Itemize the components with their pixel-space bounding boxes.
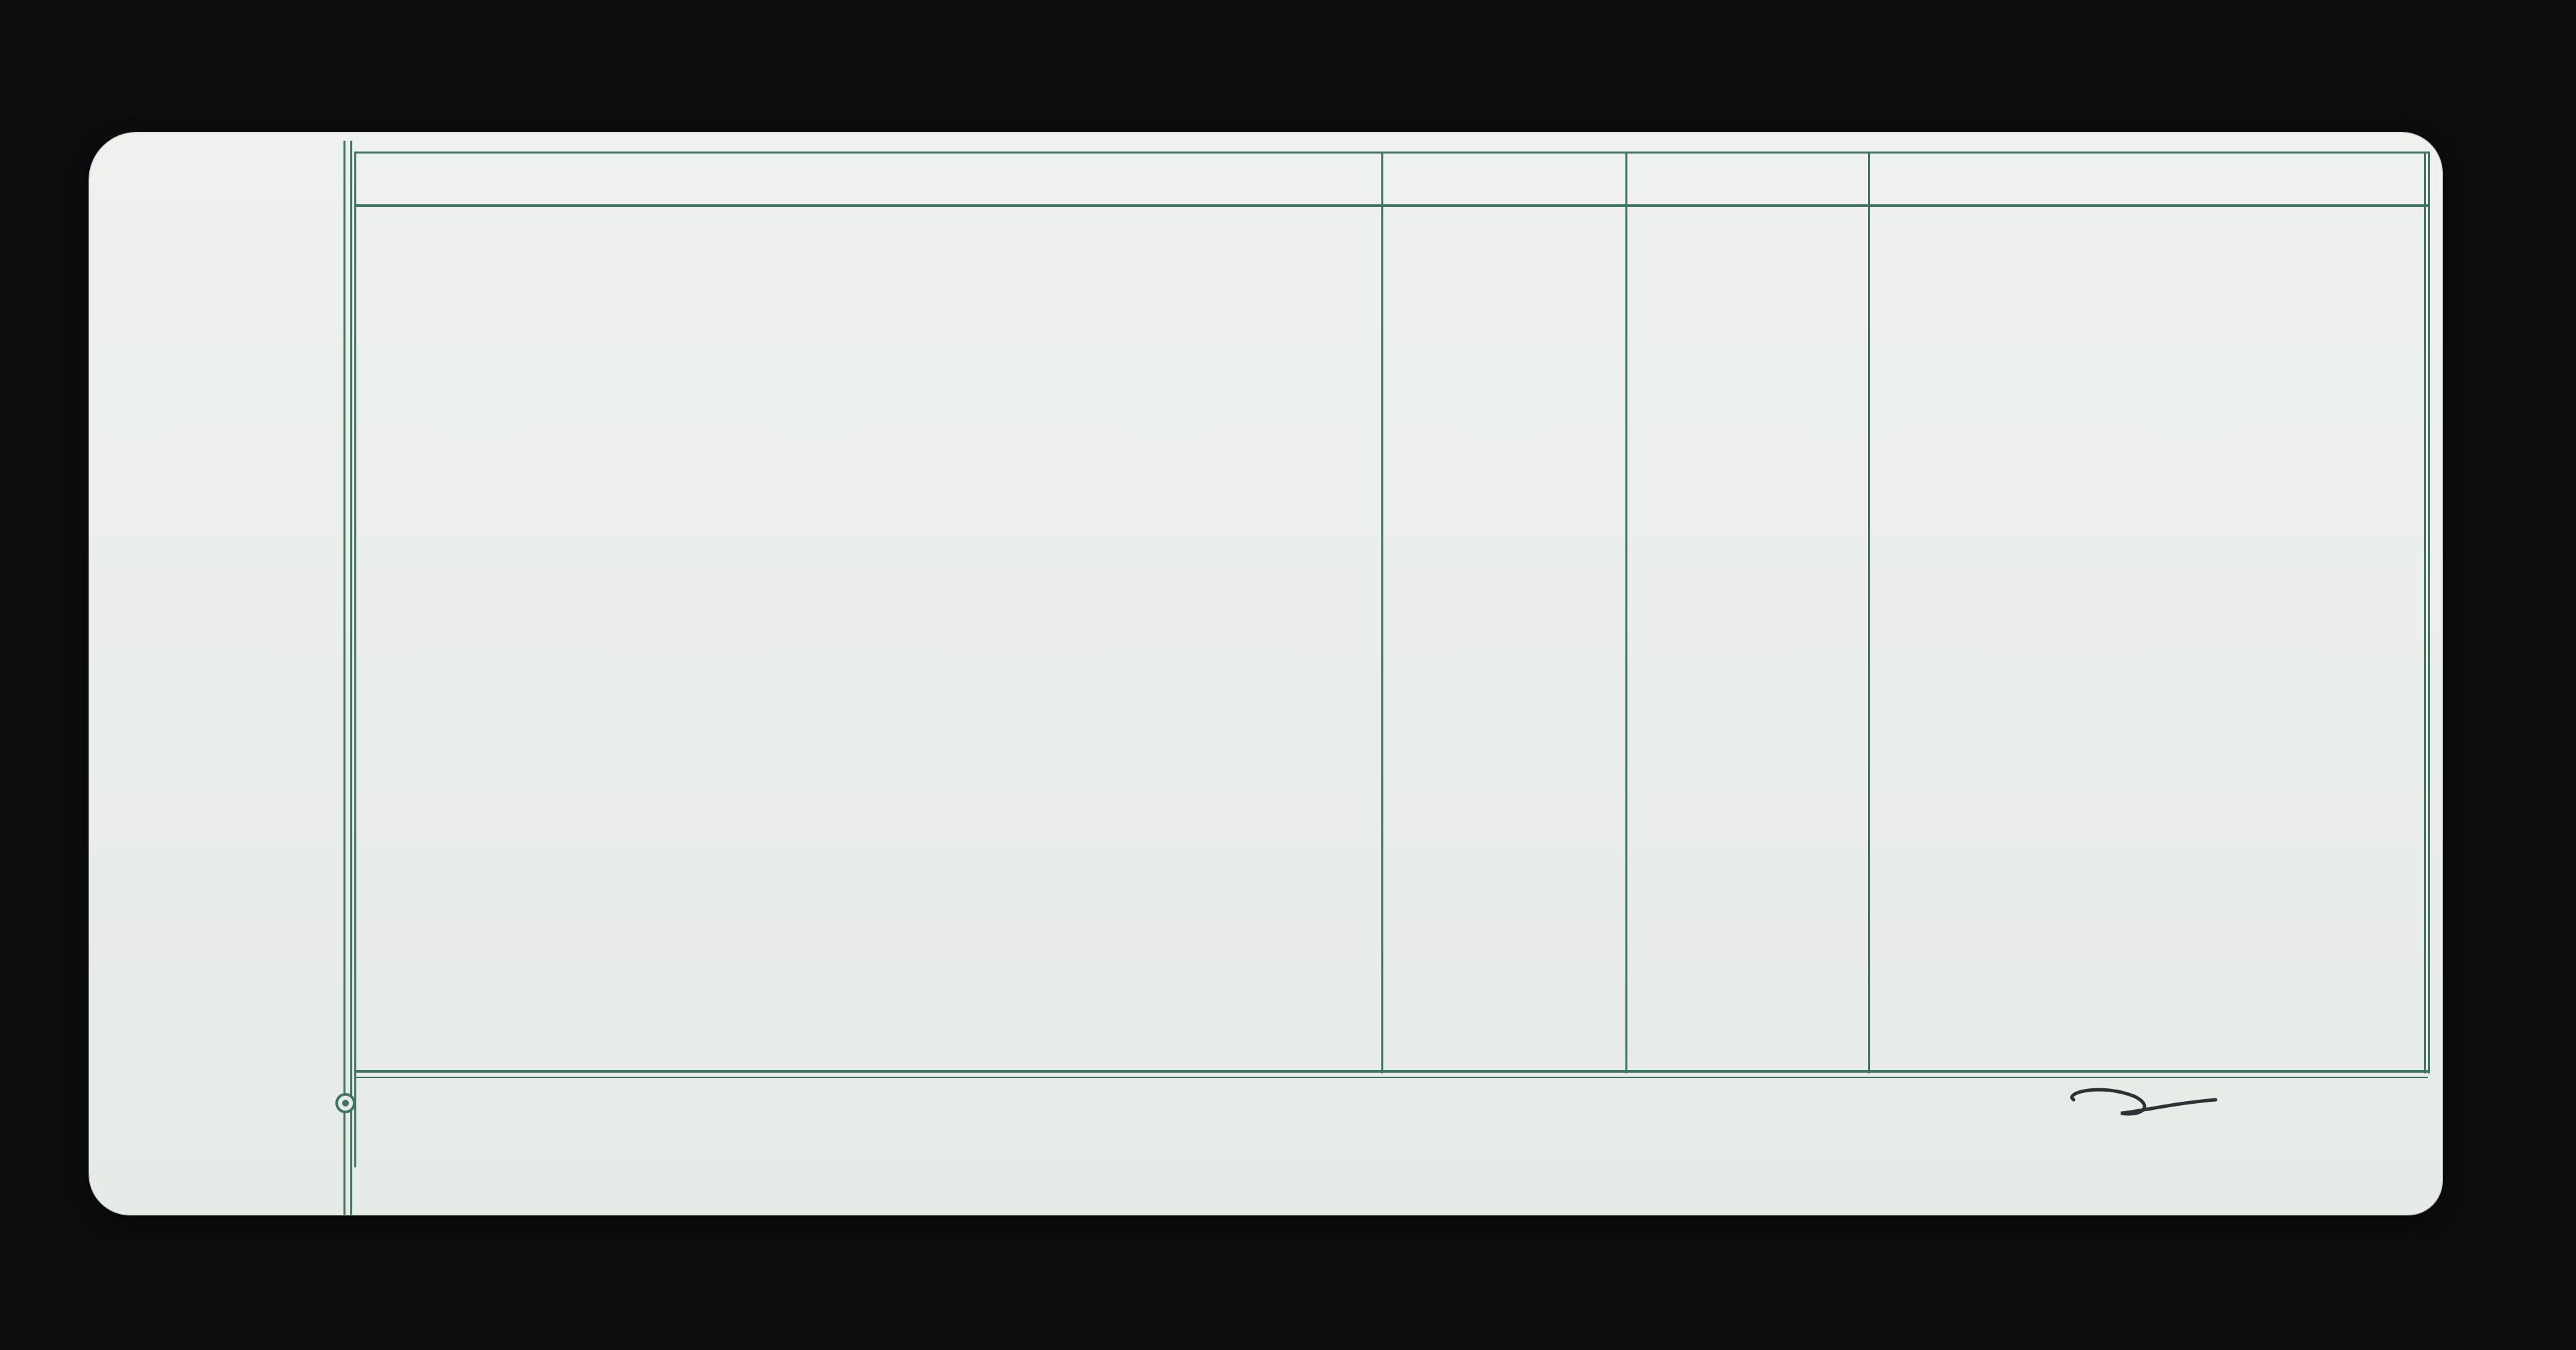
column-divider <box>1868 154 1870 1073</box>
signature-mark <box>2060 1079 2236 1134</box>
column-divider <box>2424 154 2426 1073</box>
margin-line <box>350 141 352 1215</box>
column-header-to <box>1627 154 1868 204</box>
binder-ring-icon <box>335 1093 356 1113</box>
column-divider <box>1381 154 1383 1073</box>
header-rule <box>356 204 2428 207</box>
column-header-result <box>1870 154 2425 204</box>
margin-line <box>343 141 345 1215</box>
footer-rule <box>356 1077 2428 1078</box>
column-header-from <box>1383 154 1625 204</box>
column-header-course <box>356 154 1381 204</box>
card-footer <box>354 1070 2428 1167</box>
record-card <box>89 133 2442 1215</box>
column-divider <box>1625 154 1627 1073</box>
course-table <box>354 152 2430 1073</box>
